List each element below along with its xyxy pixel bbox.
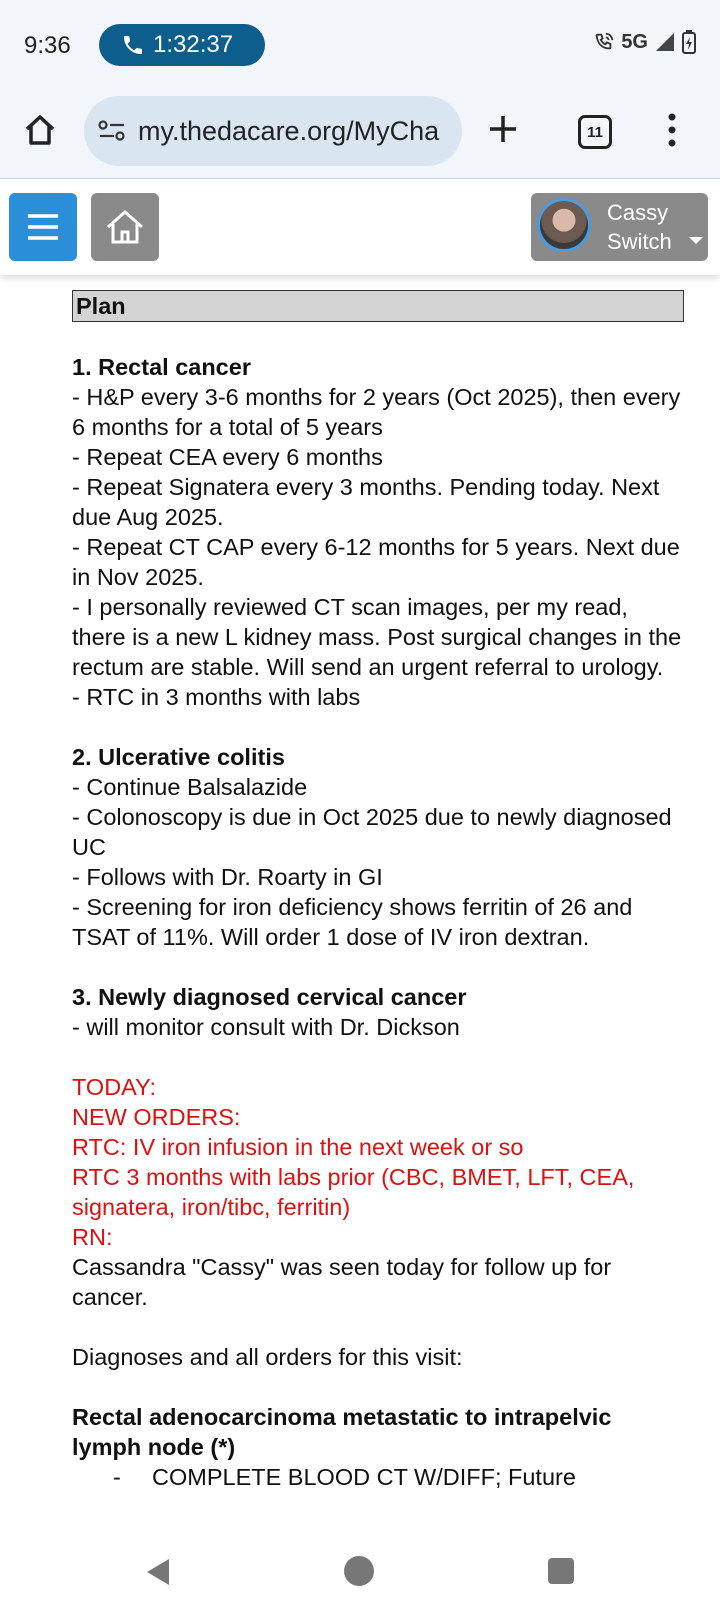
switch-account-button[interactable] — [531, 193, 708, 261]
plan-heading: Plan — [72, 290, 684, 322]
order-item — [72, 1462, 684, 1492]
note-line: - Follows with Dr. Roarty in GI — [72, 864, 383, 890]
section-cervical-cancer — [72, 982, 684, 1042]
main-menu-button[interactable] — [9, 193, 77, 261]
note-line: - RTC in 3 months with labs — [72, 684, 361, 710]
note-line: - Repeat CT CAP every 6-12 months for 5 years. Next due in Nov 2025. — [72, 534, 680, 590]
ongoing-call-pill[interactable] — [99, 24, 265, 66]
red-line: NEW ORDERS: — [72, 1104, 241, 1130]
switch-label: Switch — [607, 229, 672, 254]
rn-note: Cassandra "Cassy" was seen today for follow up for cancer. — [72, 1254, 612, 1310]
section-ulcerative-colitis — [72, 742, 684, 952]
phone-icon — [121, 33, 145, 57]
order-dash: - — [113, 1464, 121, 1490]
caret-down-icon — [689, 237, 703, 244]
status-time: 9:36 — [24, 32, 71, 59]
browser-home-icon[interactable] — [22, 112, 58, 148]
order-text: COMPLETE BLOOD CT W/DIFF; Future — [152, 1464, 576, 1490]
orders-block — [72, 1072, 684, 1252]
home-circle-icon[interactable] — [344, 1556, 374, 1586]
more-menu-icon[interactable] — [666, 112, 678, 148]
diagnoses-intro: Diagnoses and all orders for this visit: — [72, 1344, 463, 1370]
note-line: - H&P every 3-6 months for 2 years (Oct 2025), then every 6 months for a total of 5 years — [72, 384, 681, 440]
avatar — [537, 198, 591, 252]
user-name: Cassy — [607, 200, 669, 225]
mychart-header — [0, 179, 720, 275]
hamburger-icon — [26, 212, 60, 242]
browser-toolbar — [0, 90, 720, 179]
status-bar — [0, 0, 720, 90]
clinical-note — [72, 290, 684, 1492]
status-icons — [593, 30, 696, 54]
new-tab-icon[interactable] — [488, 114, 518, 144]
wifi-calling-icon — [593, 31, 615, 53]
battery-icon — [682, 30, 696, 54]
red-line: RTC: IV iron infusion in the next week or so — [72, 1134, 524, 1160]
url-text: my.thedacare.org/MyCha — [138, 115, 440, 146]
diagnosis-title: Rectal adenocarcinoma metastatic to intrapelvic lymph node (*) — [72, 1404, 612, 1460]
site-info-icon[interactable] — [98, 119, 126, 143]
red-line: RN: — [72, 1224, 113, 1250]
system-nav-bar — [0, 1532, 720, 1612]
note-line: - will monitor consult with Dr. Dickson — [72, 1014, 460, 1040]
section-title: 1. Rectal cancer — [72, 354, 251, 380]
note-line: - Repeat CEA every 6 months — [72, 444, 383, 470]
home-button[interactable] — [91, 193, 159, 261]
section-title: 3. Newly diagnosed cervical cancer — [72, 984, 467, 1010]
red-line: RTC 3 months with labs prior (CBC, BMET, LFT, CEA, signatera, iron/tibc, ferritin) — [72, 1164, 635, 1220]
signal-icon — [654, 31, 676, 53]
note-line: - Repeat Signatera every 3 months. Pending today. Next due Aug 2025. — [72, 474, 660, 530]
note-line: - I personally reviewed CT scan images, per my read, there is a new L kidney mass. Post surgical changes in the rectum are stable. Will send an urgent referral to urology. — [72, 594, 682, 680]
note-line: - Continue Balsalazide — [72, 774, 308, 800]
note-line: - Screening for iron deficiency shows ferritin of 26 and TSAT of 11%. Will order 1 dose of IV iron dextran. — [72, 894, 633, 950]
section-rectal-cancer — [72, 352, 684, 712]
section-title: 2. Ulcerative colitis — [72, 744, 285, 770]
recents-square-icon[interactable] — [548, 1558, 574, 1584]
call-duration: 1:32:37 — [153, 31, 234, 58]
note-line: - Colonoscopy is due in Oct 2025 due to newly diagnosed UC — [72, 804, 672, 860]
red-line: TODAY: — [72, 1074, 157, 1100]
address-bar[interactable] — [84, 96, 462, 166]
network-type: 5G — [621, 30, 648, 53]
back-icon[interactable] — [145, 1557, 171, 1587]
house-icon — [105, 209, 145, 245]
tab-switcher-button[interactable]: 11 — [578, 115, 612, 149]
